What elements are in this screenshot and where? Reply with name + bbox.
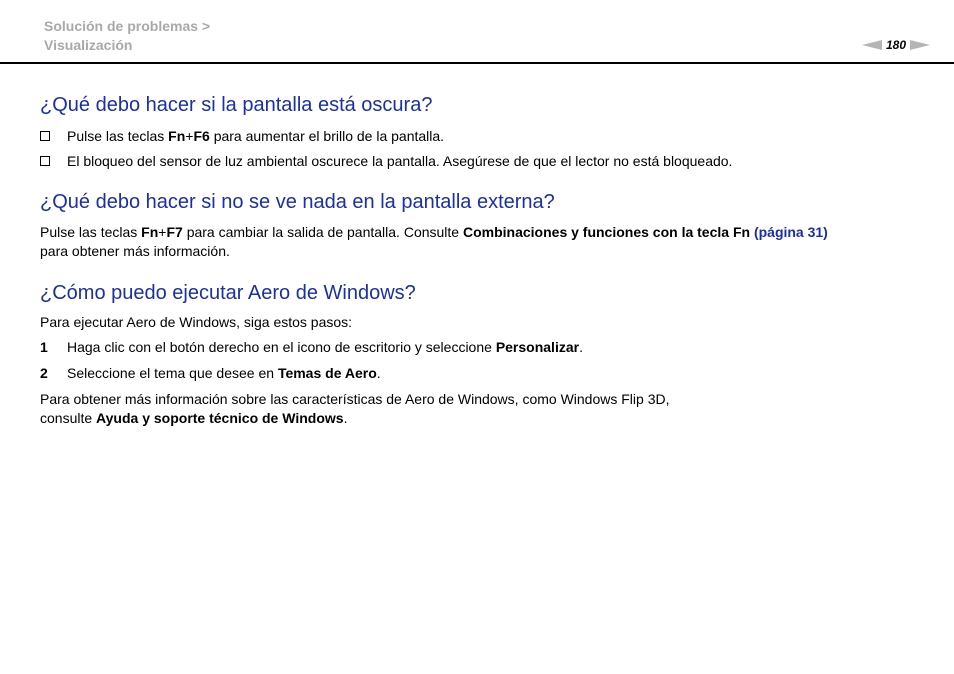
section-title-external-display: ¿Qué debo hacer si no se ve nada en la pantalla externa? [40, 191, 555, 213]
page-navigation [862, 37, 930, 53]
paragraph-continuation: consulte Ayuda y soporte técnico de Windows. [40, 410, 348, 426]
list-item: Pulse las teclas Fn+F6 para aumentar el brillo de la pantalla. [40, 126, 444, 146]
page-number: 180 [886, 38, 907, 52]
header-divider [0, 62, 954, 64]
checkbox-bullet-icon [40, 131, 50, 141]
paragraph: Para ejecutar Aero de Windows, siga estos pasos: [40, 314, 353, 330]
section-title-dark-screen: ¿Qué debo hacer si la pantalla está oscura? [40, 94, 433, 116]
numbered-step: 2 Seleccione el tema que desee en Temas de Aero. [40, 365, 381, 381]
paragraph: Para obtener más información sobre las características de Aero de Windows, como Windows Flip 3D, [40, 391, 670, 407]
section-title-aero: ¿Cómo puedo ejecutar Aero de Windows? [40, 282, 416, 304]
breadcrumb-current: Visualización [44, 37, 133, 53]
paragraph-continuation: para obtener más información. [40, 243, 230, 259]
list-item: El bloqueo del sensor de luz ambiental oscurece la pantalla. Asegúrese de que el lector no está bloqueado. [40, 151, 732, 171]
breadcrumb-parent: Solución de problemas > [44, 18, 211, 34]
next-page-arrow-icon[interactable] [910, 40, 930, 50]
page-link[interactable]: (página 31) [753, 224, 828, 240]
paragraph: Pulse las teclas Fn+F7 para cambiar la salida de pantalla. Consulte Combinaciones y funciones con la tecla Fn (página 31) [40, 224, 828, 240]
checkbox-bullet-icon [40, 156, 50, 166]
previous-page-arrow-icon[interactable] [862, 40, 882, 50]
numbered-step: 1 Haga clic con el botón derecho en el icono de escritorio y seleccione Personalizar. [40, 339, 583, 355]
